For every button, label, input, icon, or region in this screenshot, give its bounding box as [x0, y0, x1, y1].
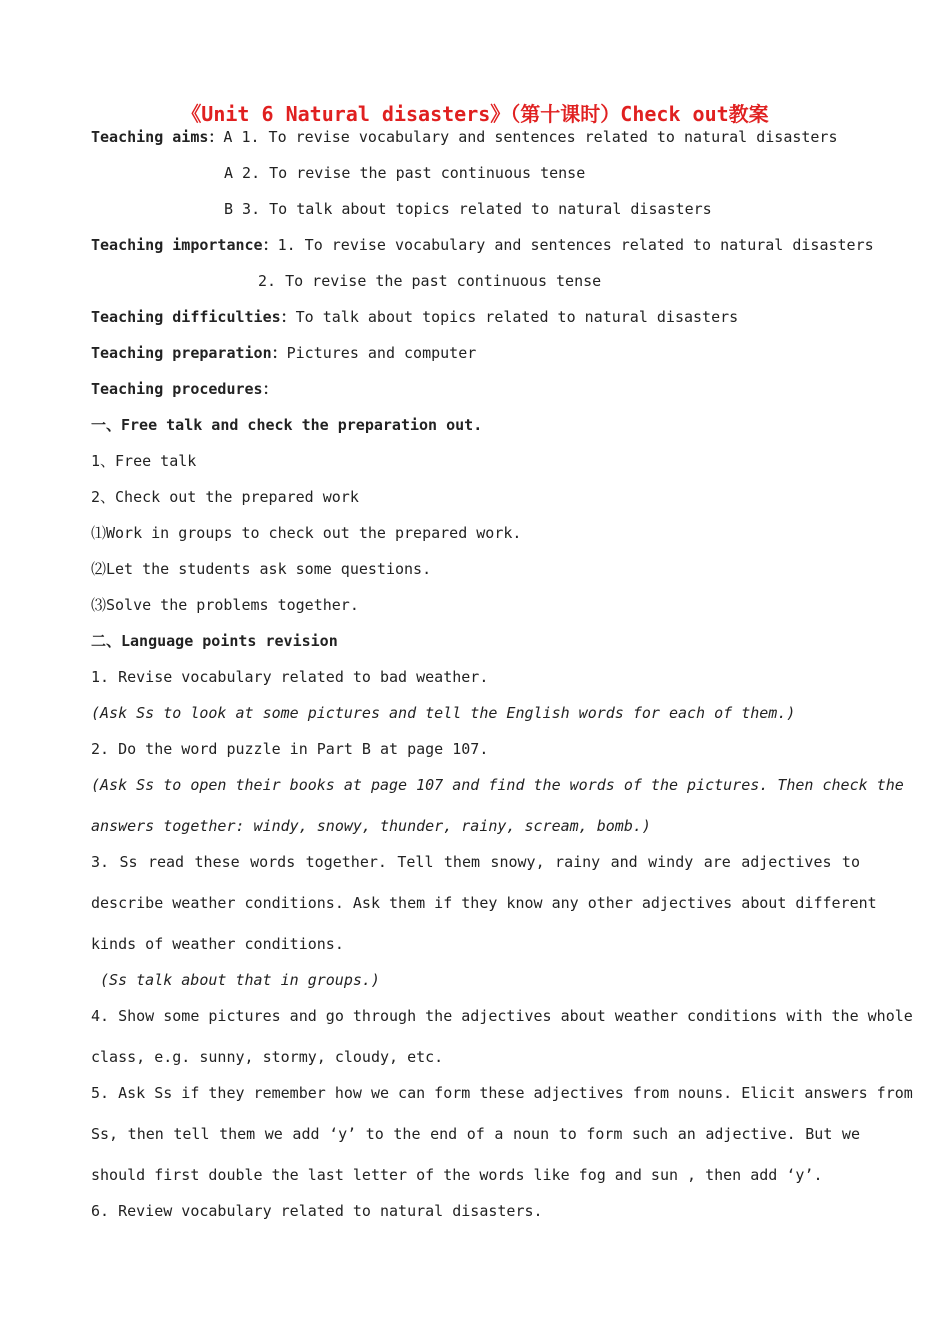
aims-item: A 2. To revise the past continuous tense: [224, 164, 586, 182]
preparation-row: [91, 343, 476, 363]
difficulties-label: Teaching difficulties：: [91, 308, 296, 326]
difficulties-row: [91, 307, 738, 327]
preparation-text: Pictures and computer: [286, 344, 477, 362]
section2-paragraph: 3. Ss read these words together. Tell them snowy, rainy and windy are adjectives to: [91, 853, 860, 871]
section2-paragraph: class, e.g. sunny, stormy, cloudy, etc.: [91, 1048, 444, 1066]
section2-paragraph: should first double the last letter of the words like fog and sun , then add ‘y’.: [91, 1166, 823, 1184]
importance-item: 1. To revise vocabulary and sentences related to natural disasters: [277, 236, 874, 254]
page-title: 《Unit 6 Natural disasters》（第十课时）Check out教案: [181, 102, 769, 126]
section2-note: answers together: windy, snowy, thunder, rainy, scream, bomb.): [91, 817, 651, 835]
section2-paragraph: 1. Revise vocabulary related to bad weather.: [91, 668, 489, 686]
section1-line: 1、Free talk: [91, 452, 197, 470]
section2-paragraph: 4. Show some pictures and go through the adjectives about weather conditions with the whole: [91, 1007, 913, 1025]
importance-item: 2. To revise the past continuous tense: [258, 272, 602, 290]
section1-line: 2、Check out the prepared work: [91, 488, 359, 506]
difficulties-text: To talk about topics related to natural disasters: [295, 308, 739, 326]
section1-line: ⑴Work in groups to check out the prepared work.: [91, 524, 522, 542]
procedures-label: Teaching procedures：: [91, 380, 278, 398]
aims-row-1: [91, 127, 838, 147]
section1-heading: 一、Free talk and check the preparation out.: [91, 416, 483, 434]
importance-label: Teaching importance：: [91, 236, 278, 254]
importance-row-1: [91, 235, 874, 255]
section2-paragraph: 2. Do the word puzzle in Part B at page 107.: [91, 740, 489, 758]
section2-paragraph: describe weather conditions. Ask them if they know any other adjectives about different: [91, 894, 877, 912]
section2-paragraph: 5. Ask Ss if they remember how we can form these adjectives from nouns. Elicit answers from: [91, 1084, 913, 1102]
section2-note: (Ss talk about that in groups.): [100, 971, 380, 989]
preparation-label: Teaching preparation：: [91, 344, 287, 362]
section1-line: ⑶Solve the problems together.: [91, 596, 359, 614]
section2-paragraph: 6. Review vocabulary related to natural disasters.: [91, 1202, 543, 1220]
section2-note: (Ask Ss to open their books at page 107 and find the words of the pictures. Then check the: [91, 776, 904, 794]
section2-paragraph: kinds of weather conditions.: [91, 935, 344, 953]
section1-line: ⑵Let the students ask some questions.: [91, 560, 432, 578]
section2-heading: 二、Language points revision: [91, 632, 338, 650]
aims-item: B 3. To talk about topics related to natural disasters: [224, 200, 712, 218]
aims-item: A 1. To revise vocabulary and sentences related to natural disasters: [223, 128, 838, 146]
aims-label: Teaching aims：: [91, 128, 224, 146]
section2-note: (Ask Ss to look at some pictures and tell the English words for each of them.): [91, 704, 796, 722]
section2-paragraph: Ss, then tell them we add ‘y’ to the end of a noun to form such an adjective. But we: [91, 1125, 860, 1143]
